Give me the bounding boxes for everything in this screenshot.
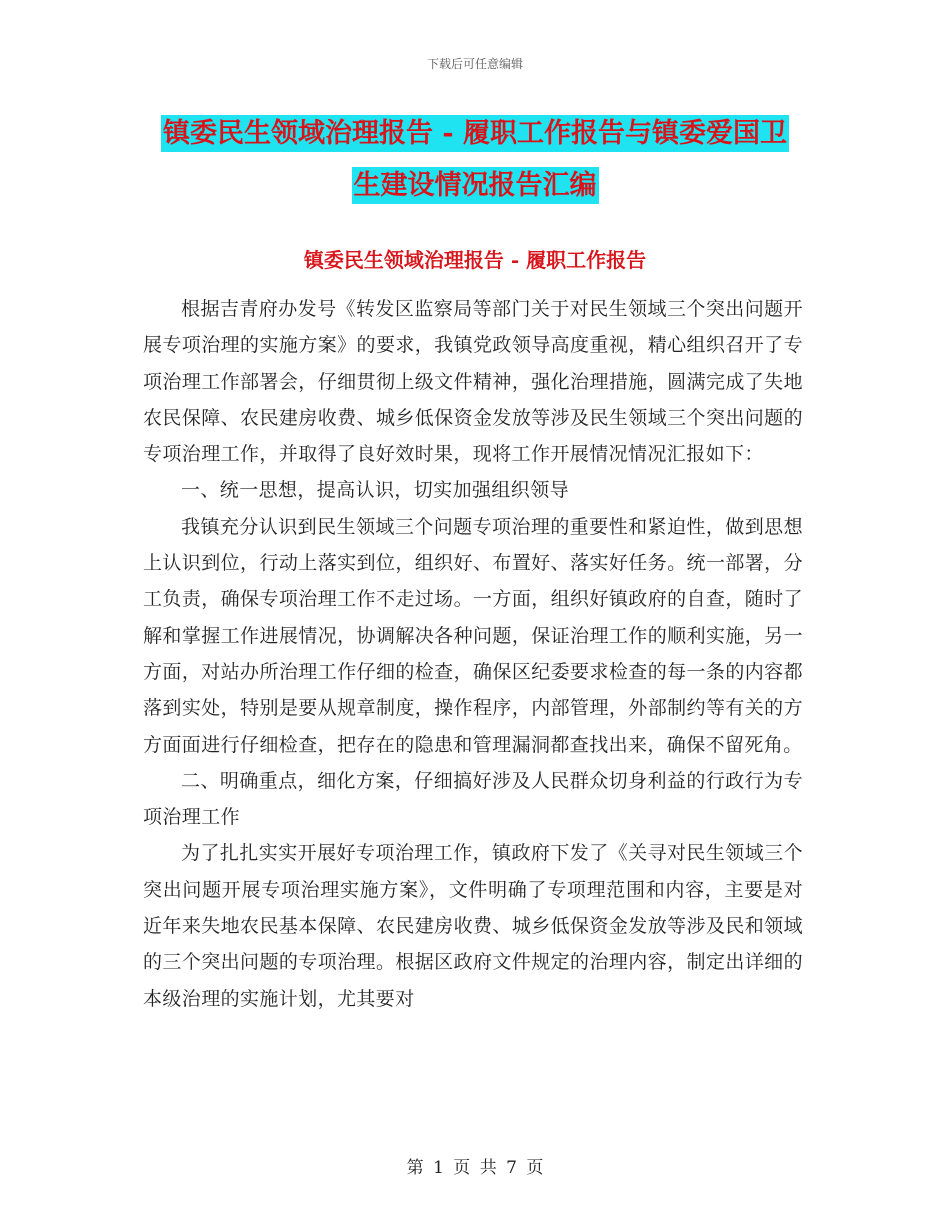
section-title: 镇委民生领域治理报告 - 履职工作报告 bbox=[303, 248, 647, 272]
document-title-line-1: 镇委民生领域治理报告 - 履职工作报告与镇委爱国卫 bbox=[161, 115, 789, 152]
paragraph-intro: 根据吉青府办发号《转发区监察局等部门关于对民生领域三个突出问题开展专项治理的实施方案》的要求，我镇党政领导高度重视，精心组织召开了专项治理工作部署会，仔细贯彻上级文件精神，强化治理措施，圆满完成了失地农民保障、农民建房收费、城乡低保资金发放等涉及民生领域三个突出问题的专项治理工作，并取得了良好效时果，现将工作开展情况情况汇报如下： bbox=[143, 298, 803, 466]
page-number-footer: 第 1 页 共 7 页 bbox=[406, 1158, 544, 1178]
paragraph-one: 我镇充分认识到民生领域三个问题专项治理的重要性和紧迫性，做到思想上认识到位，行动上落实到位，组织好、布置好、落实好任务。统一部署，分工负责，确保专项治理工作不走过场。一方面，组织好镇政府的自查，随时了解和掌握工作进展情况，协调解决各种问题，保证治理工作的顺利实施，另一方面，对站办所治理工作仔细的检查，确保区纪委要求检查的每一条的内容都落到实处，特别是要从规章制度，操作程序，内部管理，外部制约等有关的方方面面进行仔细检查，把存在的隐患和管理漏洞都查找出来，确保不留死角。 bbox=[143, 515, 803, 756]
document-title bbox=[0, 108, 950, 212]
document-body bbox=[143, 291, 803, 1017]
heading-two: 二、明确重点，细化方案，仔细搞好涉及人民群众切身利益的行政行为专项治理工作 bbox=[143, 769, 803, 829]
page-header-note: 下载后可任意编辑 bbox=[426, 57, 523, 71]
paragraph-two: 为了扎扎实实开展好专项治理工作，镇政府下发了《关寻对民生领域三个突出问题开展专项治理实施方案》，文件明确了专项理范围和内容，主要是对近年来失地农民基本保障、农民建房收费、城乡低保资金发放等涉及民和领域的三个突出问题的专项治理。根据区政府文件规定的治理内容，制定出详细的本级治理的实施计划，尤其要对 bbox=[143, 842, 803, 1010]
document-title-line-2: 生建设情况报告汇编 bbox=[352, 167, 599, 204]
heading-one: 一、统一思想，提高认识，切实加强组织领导 bbox=[181, 479, 570, 502]
